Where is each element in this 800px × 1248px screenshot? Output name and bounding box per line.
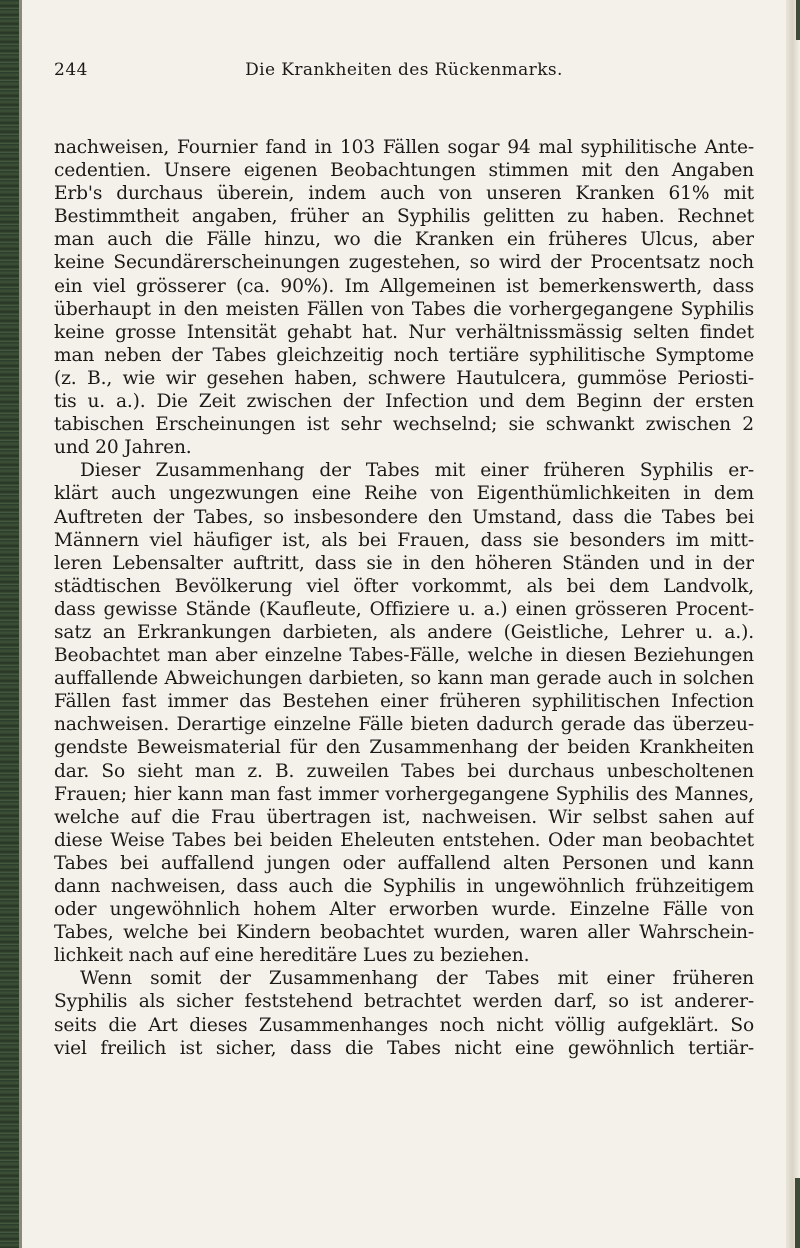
text-line: keine grosse Intensität gehabt hat. Nur verhältnissmässig selten findet	[54, 321, 754, 343]
text-line: keine Secundärerscheinungen zugestehen, so wird der Procentsatz noch	[54, 252, 754, 274]
page-edge	[786, 0, 800, 1248]
text-line: Syphilis als sicher feststehend betrachtet werden darf, so ist anderer-	[54, 991, 754, 1013]
text-line: cedentien. Unsere eigenen Beobachtungen stimmen mit den Angaben	[54, 160, 754, 182]
text-line: dar. So sieht man z. B. zuweilen Tabes bei durchaus unbescholtenen	[54, 760, 754, 782]
text-line: und 20 Jahren.	[54, 437, 192, 459]
running-head: Die Krankheiten des Rückenmarks.	[245, 60, 563, 80]
text-line: welche auf die Frau übertragen ist, nachweisen. Wir selbst sahen auf	[54, 806, 754, 828]
page-number: 244	[54, 60, 88, 80]
text-line: überhaupt in den meisten Fällen von Tabes die vorhergegangene Syphilis	[54, 298, 754, 320]
text-line: Bestimmtheit angaben, früher an Syphilis gelitten zu haben. Rechnet	[54, 206, 754, 228]
text-line: Tabes bei auffallend jungen oder auffallend alten Personen und kann	[54, 852, 754, 874]
text-line: man auch die Fälle hinzu, wo die Kranken ein früheres Ulcus, aber	[54, 229, 754, 251]
text-line: lichkeit nach auf eine hereditäre Lues zu beziehen.	[54, 945, 530, 967]
text-line: viel freilich ist sicher, dass die Tabes nicht eine gewöhnlich tertiär-	[54, 1037, 754, 1059]
text-line: Beobachtet man aber einzelne Tabes-Fälle, welche in diesen Beziehungen	[54, 645, 754, 667]
text-line: gendste Beweismaterial für den Zusammenhang der beiden Krankheiten	[54, 737, 754, 759]
paragraph-first-line: Dieser Zusammenhang der Tabes mit einer früheren Syphilis er-	[80, 460, 754, 482]
text-line: Fällen fast immer das Bestehen einer früheren syphilitischen Infection	[54, 691, 754, 713]
text-line: klärt auch ungezwungen eine Reihe von Eigenthümlichkeiten in dem	[54, 483, 754, 505]
text-line: Erb's durchaus überein, indem auch von unseren Kranken 61% mit	[54, 183, 754, 205]
text-line: auffallende Abweichungen darbieten, so kann man gerade auch in solchen	[54, 668, 754, 690]
text-line: satz an Erkrankungen darbieten, als andere (Geistliche, Lehrer u. a.).	[54, 621, 754, 643]
page-edge-mark	[796, 0, 800, 40]
book-binding-edge	[0, 0, 19, 1248]
text-line: oder ungewöhnlich hohem Alter erworben wurde. Einzelne Fälle von	[54, 899, 754, 921]
body-text	[54, 136, 754, 1060]
text-line: Tabes, welche bei Kindern beobachtet wurden, waren aller Wahrschein-	[54, 922, 754, 944]
text-line: Auftreten der Tabes, so insbesondere den Umstand, dass die Tabes bei	[54, 506, 754, 528]
page-edge-mark	[795, 1178, 800, 1248]
page-header	[54, 60, 780, 90]
text-line: seits die Art dieses Zusammenhanges noch nicht völlig aufgeklärt. So	[54, 1014, 754, 1036]
paragraph-first-line: Wenn somit der Zusammenhang der Tabes mit einer früheren	[80, 968, 754, 990]
text-line: ein viel grösserer (ca. 90%). Im Allgemeinen ist bemerkenswerth, dass	[54, 275, 754, 297]
text-line: dann nachweisen, dass auch die Syphilis in ungewöhnlich frühzeitigem	[54, 876, 754, 897]
text-line: leren Lebensalter auftritt, dass sie in den höheren Ständen und in der	[54, 552, 754, 574]
text-line: Frauen; hier kann man fast immer vorhergegangene Syphilis des Mannes,	[54, 783, 754, 805]
text-line: (z. B., wie wir gesehen haben, schwere Hautulcera, gummöse Periosti-	[54, 367, 754, 389]
text-line: diese Weise Tabes bei beiden Eheleuten entstehen. Oder man beobachtet	[54, 829, 754, 851]
text-line: nachweisen, Fournier fand in 103 Fällen sogar 94 mal syphilitische Ante-	[54, 137, 754, 158]
text-line: tis u. a.). Die Zeit zwischen der Infection und dem Beginn der ersten	[54, 391, 754, 413]
text-line: man neben der Tabes gleichzeitig noch tertiäre syphilitische Symptome	[54, 344, 754, 366]
text-line: Männern viel häufiger ist, als bei Frauen, dass sie besonders im mitt-	[54, 529, 754, 551]
book-page	[54, 60, 780, 1059]
text-line: nachweisen. Derartige einzelne Fälle bieten dadurch gerade das überzeu-	[54, 714, 754, 736]
text-line: städtischen Bevölkerung viel öfter vorkommt, als bei dem Landvolk,	[54, 575, 754, 597]
text-line: tabischen Erscheinungen ist sehr wechselnd; sie schwankt zwischen 2	[54, 414, 754, 436]
text-line: dass gewisse Stände (Kaufleute, Offiziere u. a.) einen grösseren Procent-	[54, 598, 754, 620]
